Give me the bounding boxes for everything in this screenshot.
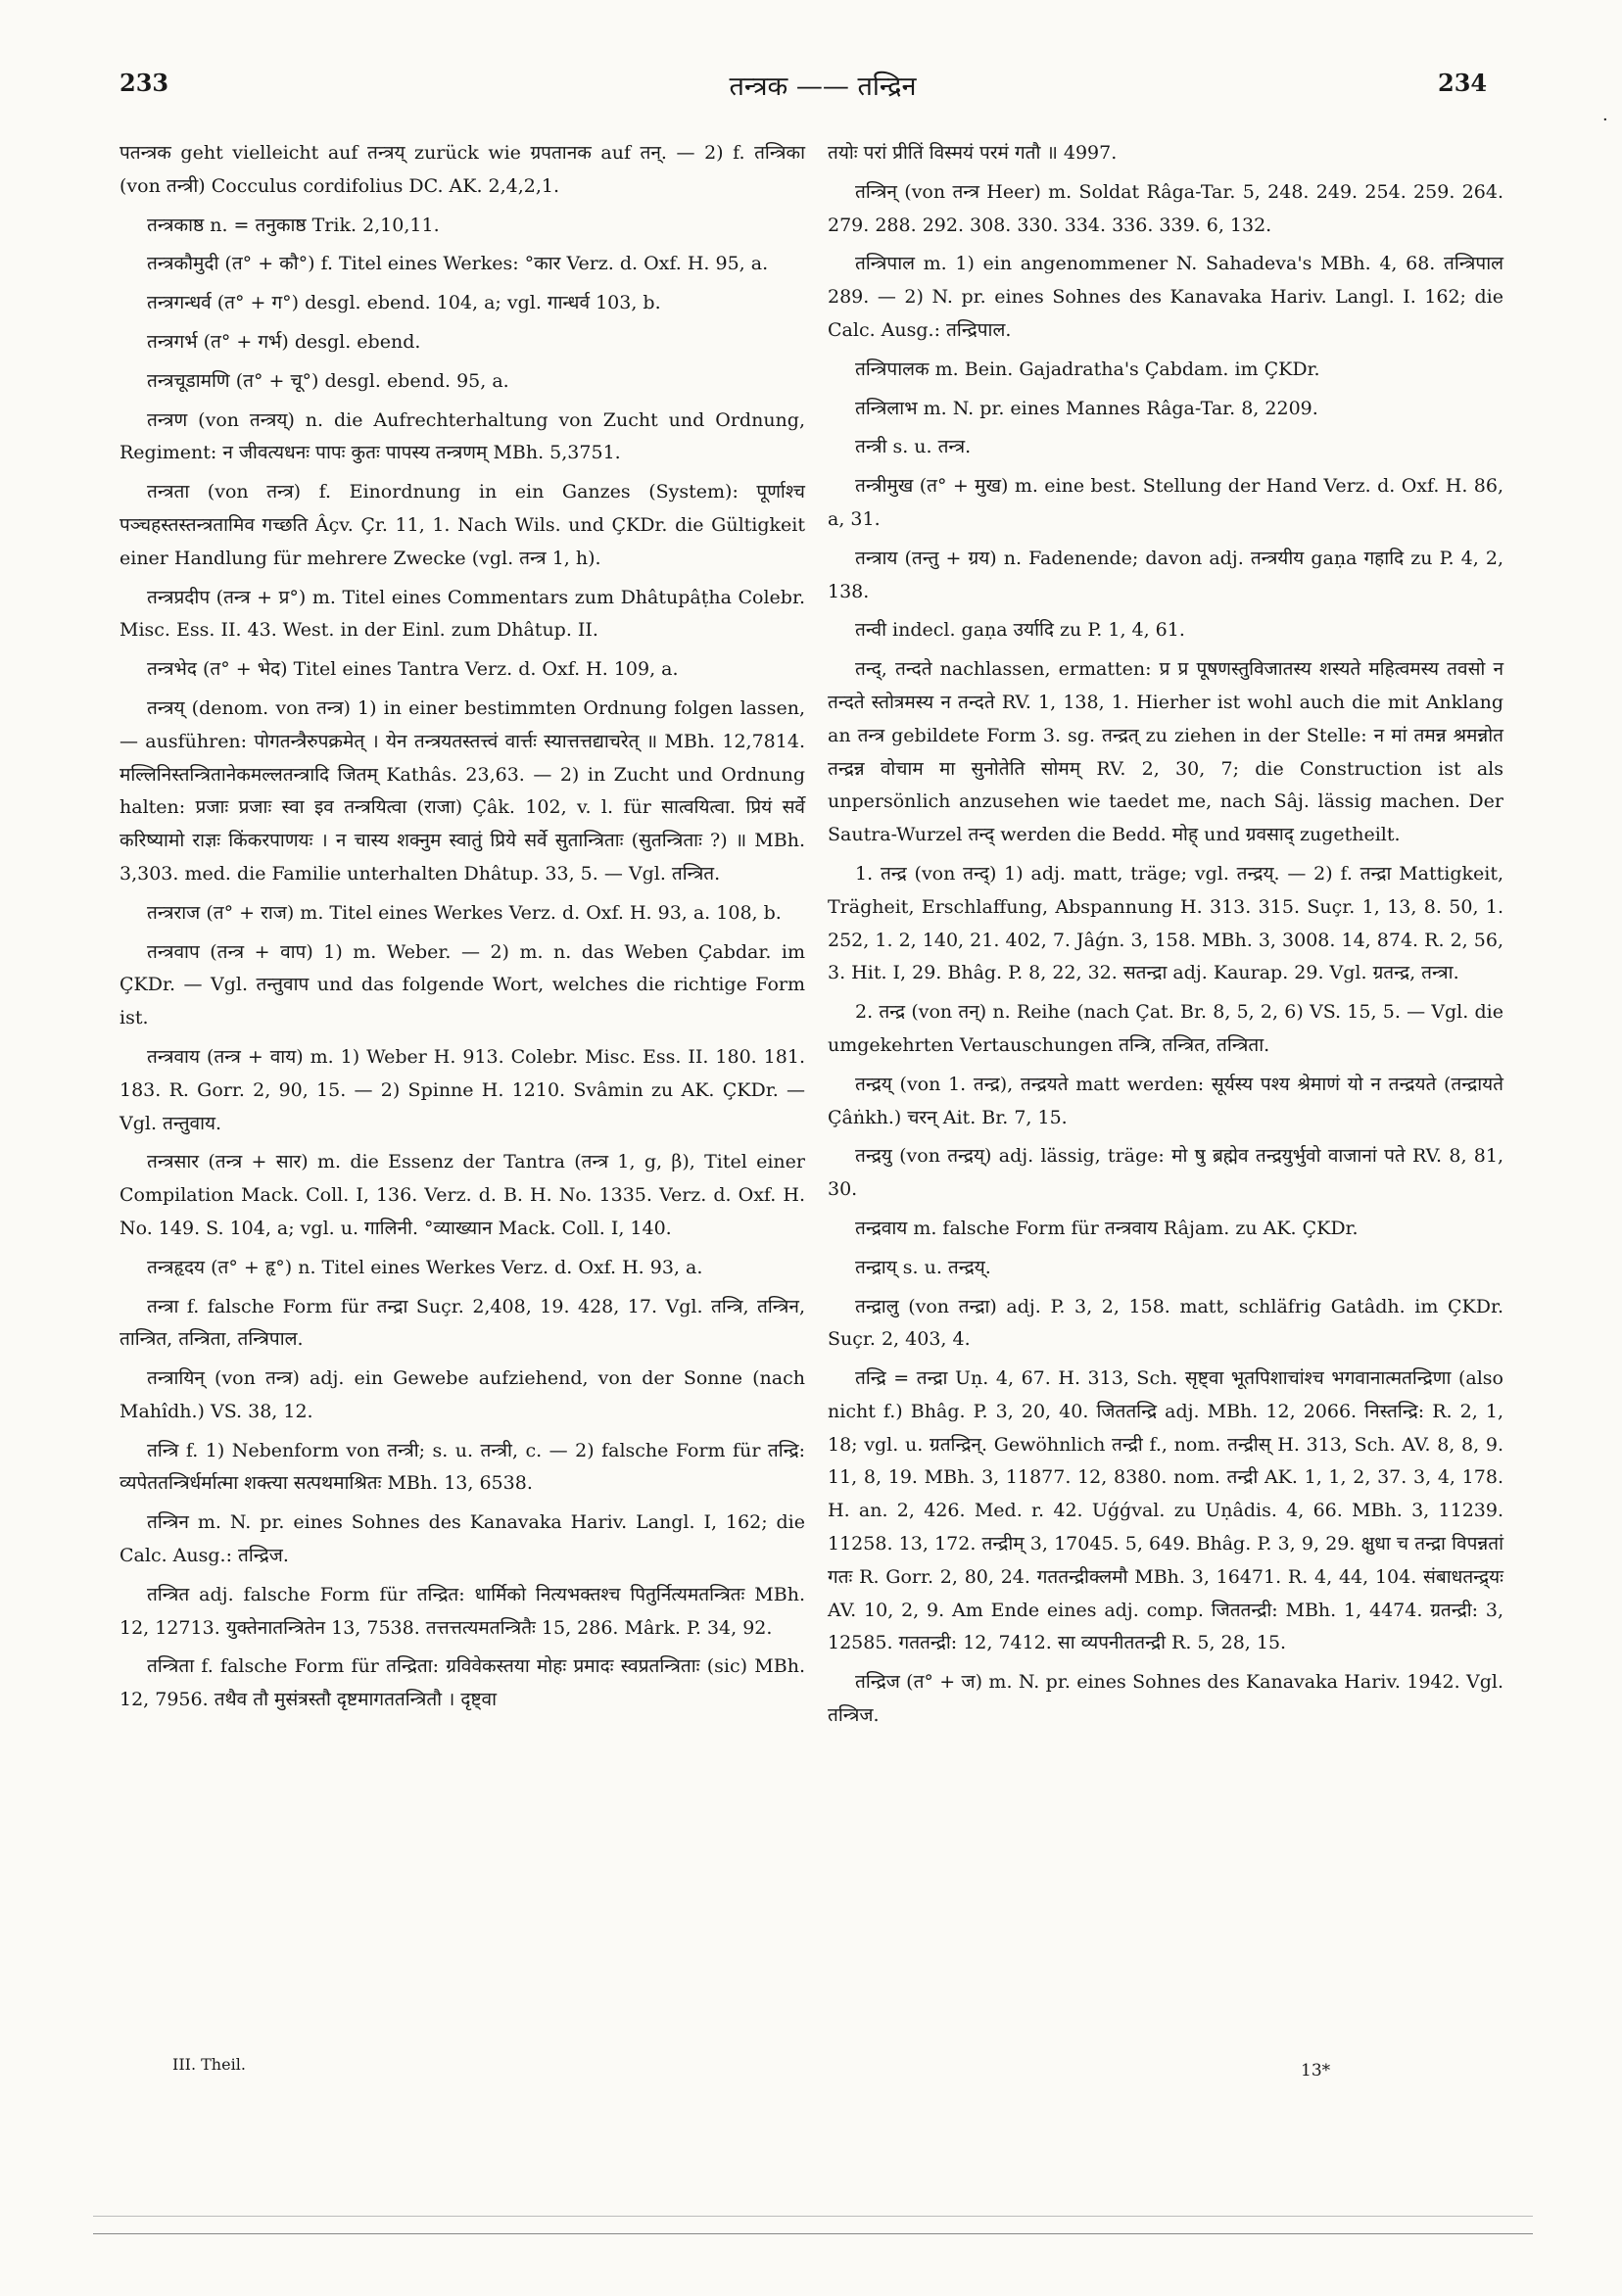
entry: तन्द्रय् (von 1. तन्द्र), तन्द्रयते matt werden: सूर्यस्य पश्य श्रेमाणं यो न तन्द्रयते (तन्द्रायते Çâṅkh.) चरन् Ait. Br. 7, 15. [828, 1073, 1503, 1128]
entry: तन्वी indecl. gaṇa उर्यादि zu P. 1, 4, 61. [855, 619, 1185, 642]
entry: तन्द्रवाय m. falsche Form für तन्त्रवाय Râjam. zu AK. ÇKDr. [855, 1217, 1359, 1239]
entry: तन्त्रता (von तन्त्र) f. Einordnung in ein Ganzes (System): पूर्णाश्च पञ्चहस्तस्तन्त्रतामिव गच्छति Âçv. Çr. 11, 1. Nach Wils. und ÇKDr. die Gültigkeit einer Handlung für mehrere Zwecke (vgl. तन्त्र 1, h). [119, 481, 805, 569]
bottom-rule-inner [93, 2216, 1533, 2217]
bottom-rule [93, 2233, 1533, 2234]
entry: तन्त्रहृदय (त° + हृ°) n. Titel eines Werkes Verz. d. Oxf. H. 93, a. [147, 1256, 703, 1278]
entry: तन्द्रिज (त° + ज) m. N. pr. eines Sohnes des Kanavaka Hariv. 1942. Vgl. तन्त्रिज. [828, 1671, 1503, 1727]
volume-note: III. Theil. [172, 2055, 246, 2074]
entry: तन्त्रित adj. falsche Form für तन्द्रित: धार्मिको नित्यभक्तश्च पितुर्नित्यमतन्त्रितः MBh. 12, 12713. युक्तेनातन्त्रितेन 13, 7538. तत्तत्तत्यमतन्त्रितैः 15, 286. Mârk. P. 34, 92. [119, 1583, 805, 1639]
entry: तन्द्रयु (von तन्द्रय्) adj. lässig, träge: मो षु ब्रह्मेव तन्द्रयुर्भुवो वाजानां पते RV. 8, 81, 30. [828, 1145, 1503, 1201]
entry: तन्त्रिन m. N. pr. eines Sohnes des Kanavaka Hariv. Langl. I, 162; die Calc. Ausg.: तन्द्रिज. [119, 1511, 805, 1567]
margin-mark: · [1602, 110, 1608, 130]
entry: तन्त्रभेद (त° + भेद) Titel eines Tantra Verz. d. Oxf. H. 109, a. [147, 658, 679, 681]
entry: तन्त्रिलाभ m. N. pr. eines Mannes Râga-Tar. 8, 2209. [855, 397, 1318, 419]
entry: तन्त्रि f. 1) Nebenform von तन्त्री; s. u. तन्त्री, c. — 2) falsche Form für तन्द्रि: व्यपेततन्त्रिर्धर्मात्मा शक्त्या सत्पथमाश्रितः MBh. 13, 6538. [119, 1439, 805, 1495]
entry: तन्त्रराज (त° + राज) m. Titel eines Werkes Verz. d. Oxf. H. 93, a. 108, b. [147, 901, 782, 924]
entry: तन्त्रीमुख (त° + मुख) m. eine best. Stellung der Hand Verz. d. Oxf. H. 86, a, 31. [828, 475, 1503, 530]
right-column [828, 137, 1503, 1739]
signature-mark: 13* [1301, 2061, 1331, 2081]
entry: तन्त्रप्रदीप (तन्त्र + प्र°) m. Titel eines Commentars zum Dhâtupâṭha Colebr. Misc. Ess. II. 43. West. in der Einl. zum Dhâtup. II. [119, 586, 805, 642]
page-number-right: 234 [1438, 69, 1488, 97]
entry: तन्त्री s. u. तन्त्र. [855, 436, 972, 458]
page-number-left: 233 [119, 69, 169, 97]
entry: तन्त्रवाय (तन्त्र + वाय) m. 1) Weber H. 913. Colebr. Misc. Ess. II. 180. 181. 183. R. Gorr. 2, 90, 15. — 2) Spinne H. 1210. Svâmin zu AK. ÇKDr. — Vgl. तन्तुवाय. [119, 1045, 805, 1134]
entry: तन्त्रण (von तन्त्रय्) n. die Aufrechterhaltung von Zucht und Ordnung, Regiment: न जीवत्यधनः पापः कुतः पापस्य तन्त्रणम् MBh. 5,3751. [119, 408, 805, 464]
entry: तन्त्रिता f. falsche Form für तन्द्रिता: ग्रविवेकस्तया मोहः प्रमादः स्वप्रतन्त्रिताः (sic) MBh. 12, 7956. तथैव तौ मुसंत्रस्तौ दृष्टमागततन्त्रितौ । दृष्ट्वा [119, 1655, 805, 1711]
entry: तन्त्रिन् (von तन्त्र Heer) m. Soldat Râga-Tar. 5, 248. 249. 254. 259. 264. 279. 288. 292. 308. 330. 334. 336. 339. 6, 132. [828, 180, 1503, 236]
entry: तन्त्राय (तन्तु + ग्रय) n. Fadenende; davon adj. तन्त्रयीय gaṇa गहादि zu P. 4, 2, 138. [828, 547, 1503, 602]
entry: तन्द्राय् s. u. तन्द्रय्. [855, 1256, 991, 1278]
entry: तन्त्रायिन् (von तन्त्र) adj. ein Gewebe aufziehend, von der Sonne (nach Mahîdh.) VS. 38, 12. [119, 1367, 805, 1422]
left-column [119, 137, 805, 1723]
entry: तन्द्रि = तन्द्रा Uṇ. 4, 67. H. 313, Sch. सृष्ट्वा भूतपिशाचांश्च भगवानात्मतन्द्रिणा (also nicht f.) Bhâg. P. 3, 20, 40. जिततन्द्रि adj. MBh. 12, 2066. निस्तन्द्रि: R. 2, 1, 18; vgl. u. ग्रतन्द्रिन्. Gewöhnlich तन्द्री f., nom. तन्द्रीस् H. 313, Sch. AV. 8, 8, 9. 11, 8, 19. MBh. 3, 11877. 12, 8380. nom. तन्द्री AK. 1, 1, 2, 37. 3, 4, 178. H. an. 2, 426. Med. r. 42. Uǵǵval. zu Uṇâdis. 4, 66. MBh. 3, 11239. 11258. 13, 172. तन्द्रीम् 3, 17045. 5, 649. Bhâg. P. 3, 9, 29. क्षुधा च तन्द्रा विपन्नतां गतः R. Gorr. 2, 80, 24. गततन्द्रीक्लमौ MBh. 3, 16471. R. 4, 44, 104. संबाधतन्द्र्यः AV. 10, 2, 9. Am Ende eines adj. comp. जिततन्द्री: MBh. 1, 4474. ग्रतन्द्री: 3, 12585. गततन्द्री: 12, 7412. सा व्यपनीततन्द्री R. 5, 28, 15. [828, 1367, 1503, 1654]
running-head: तन्त्रक —— तन्द्रिन [729, 72, 917, 102]
entry: तन्द्, तन्दते nachlassen, ermatten: प्र प्र पूषणस्तुविजातस्य शस्यते महित्वमस्य तवसो न तन्दते स्तोत्रमस्य न तन्दते RV. 1, 138, 1. Hierher ist wohl auch die mit Anklang an तन्त्र gebildete Form 3. sg. तन्द्रत् zu ziehen in der Stelle: न मां तमन्न श्रमन्नोत तन्द्रन्न वोचाम मा सुनोतेति सोमम् RV. 2, 30, 7; die Construction ist als unpersönlich anzusehen wie taedet me, nach Sâj. lässig machen. Der Sautra-Wurzel तन्द् werden die Bedd. मोह् und ग्रवसाद् zugetheilt. [828, 658, 1503, 846]
entry: तयोः परां प्रीतिं विस्मयं परमं गतौ ॥ 4997. [828, 142, 1118, 164]
entry: पतन्त्रक geht vielleicht auf तन्त्रय् zurück wie ग्रपतानक auf तन्. — 2) f. तन्त्रिका (von तन्त्री) Cocculus cordifolius DC. AK. 2,4,2,1. [119, 142, 805, 197]
entry: तन्त्रकाष्ठ n. = तनुकाष्ठ Trik. 2,10,11. [147, 214, 440, 236]
entry: तन्त्रिपाल m. 1) ein angenommener N. Sahadeva's MBh. 4, 68. तन्त्रिपाल 289. — 2) N. pr. eines Sohnes des Kanavaka Hariv. Langl. I. 162; die Calc. Ausg.: तन्द्रिपाल. [828, 253, 1503, 341]
entry: तन्त्रसार (तन्त्र + सार) m. die Essenz der Tantra (तन्त्र 1, g, β), Titel einer Compilation Mack. Coll. I, 136. Verz. d. B. H. No. 1335. Verz. d. Oxf. H. No. 149. S. 104, a; vgl. u. गालिनी. °व्याख्यान Mack. Coll. I, 140. [119, 1151, 805, 1239]
entry: तन्त्रगन्धर्व (त° + ग°) desgl. ebend. 104, a; vgl. गान्धर्व 103, b. [147, 292, 661, 314]
entry: तन्त्रकौमुदी (त° + कौ°) f. Titel eines Werkes: °कार Verz. d. Oxf. H. 95, a. [147, 253, 769, 275]
entry: तन्त्रा f. falsche Form für तन्द्रा Suçr. 2,408, 19. 428, 17. Vgl. तन्त्रि, तन्त्रिन, तान्त्रित, तन्त्रिता, तन्त्रिपाल. [119, 1295, 805, 1351]
entry: तन्त्रवाप (तन्त्र + वाप) 1) m. Weber. — 2) m. n. das Weben Çabdar. im ÇKDr. — Vgl. तन्तुवाप und das folgende Wort, welches die richtige Form ist. [119, 940, 805, 1029]
entry: 1. तन्द्र (von तन्द्) 1) adj. matt, träge; vgl. तन्द्रय्. — 2) f. तन्द्रा Mattigkeit, Trägheit, Erschlaffung, Abspannung H. 313. 315. Suçr. 1, 13, 8. 50, 1. 252, 1. 2, 140, 21. 402, 7. Jâǵn. 3, 158. MBh. 3, 3008. 14, 874. R. 2, 56, 3. Hit. I, 29. Bhâg. P. 8, 22, 32. सतन्द्रा adj. Kaurap. 29. Vgl. ग्रतन्द्र, तन्त्रा. [828, 862, 1503, 984]
entry: तन्त्रय् (denom. von तन्त्र) 1) in einer bestimmten Ordnung folgen lassen, — ausführen: पोगतन्त्रैरुपक्रमेत् । येन तन्त्रयतस्तत्त्वं वार्त्तः स्यात्तत्तद्याचरेत् ॥ MBh. 12,7814. मल्लिनिस्तन्त्रितानेकमल्लतन्त्रादि जितम् Kathâs. 23,63. — 2) in Zucht und Ordnung halten: प्रजाः प्रजाः स्वा इव तन्त्रयित्वा (राजा) Çâk. 102, v. l. für सात्वयित्वा. प्रियं सर्वे करिष्यामो राज्ञः किंकरपाणयः । न चास्य शक्नुम स्वातुं प्रिये सर्वे सुतान्त्रिताः (सुतन्त्रिताः ?) ॥ MBh. 3,303. med. die Familie unterhalten Dhâtup. 33, 5. — Vgl. तन्त्रित. [119, 696, 805, 885]
entry: 2. तन्द्र (von तन्) n. Reihe (nach Çat. Br. 8, 5, 2, 6) VS. 15, 5. — Vgl. die umgekehrten Vertauschungen तन्त्रि, तन्त्रित, तन्त्रिता. [828, 1001, 1503, 1056]
entry: तन्द्रालु (von तन्द्रा) adj. P. 3, 2, 158. matt, schläfrig Gatâdh. im ÇKDr. Suçr. 2, 403, 4. [828, 1295, 1503, 1351]
entry: तन्त्रगर्भ (त° + गर्भ) desgl. ebend. [147, 330, 421, 353]
entry: तन्त्रिपालक m. Bein. Gajadratha's Çabdam. im ÇKDr. [855, 358, 1320, 380]
entry: तन्त्रचूडामणि (त° + चू°) desgl. ebend. 95, a. [147, 369, 509, 392]
